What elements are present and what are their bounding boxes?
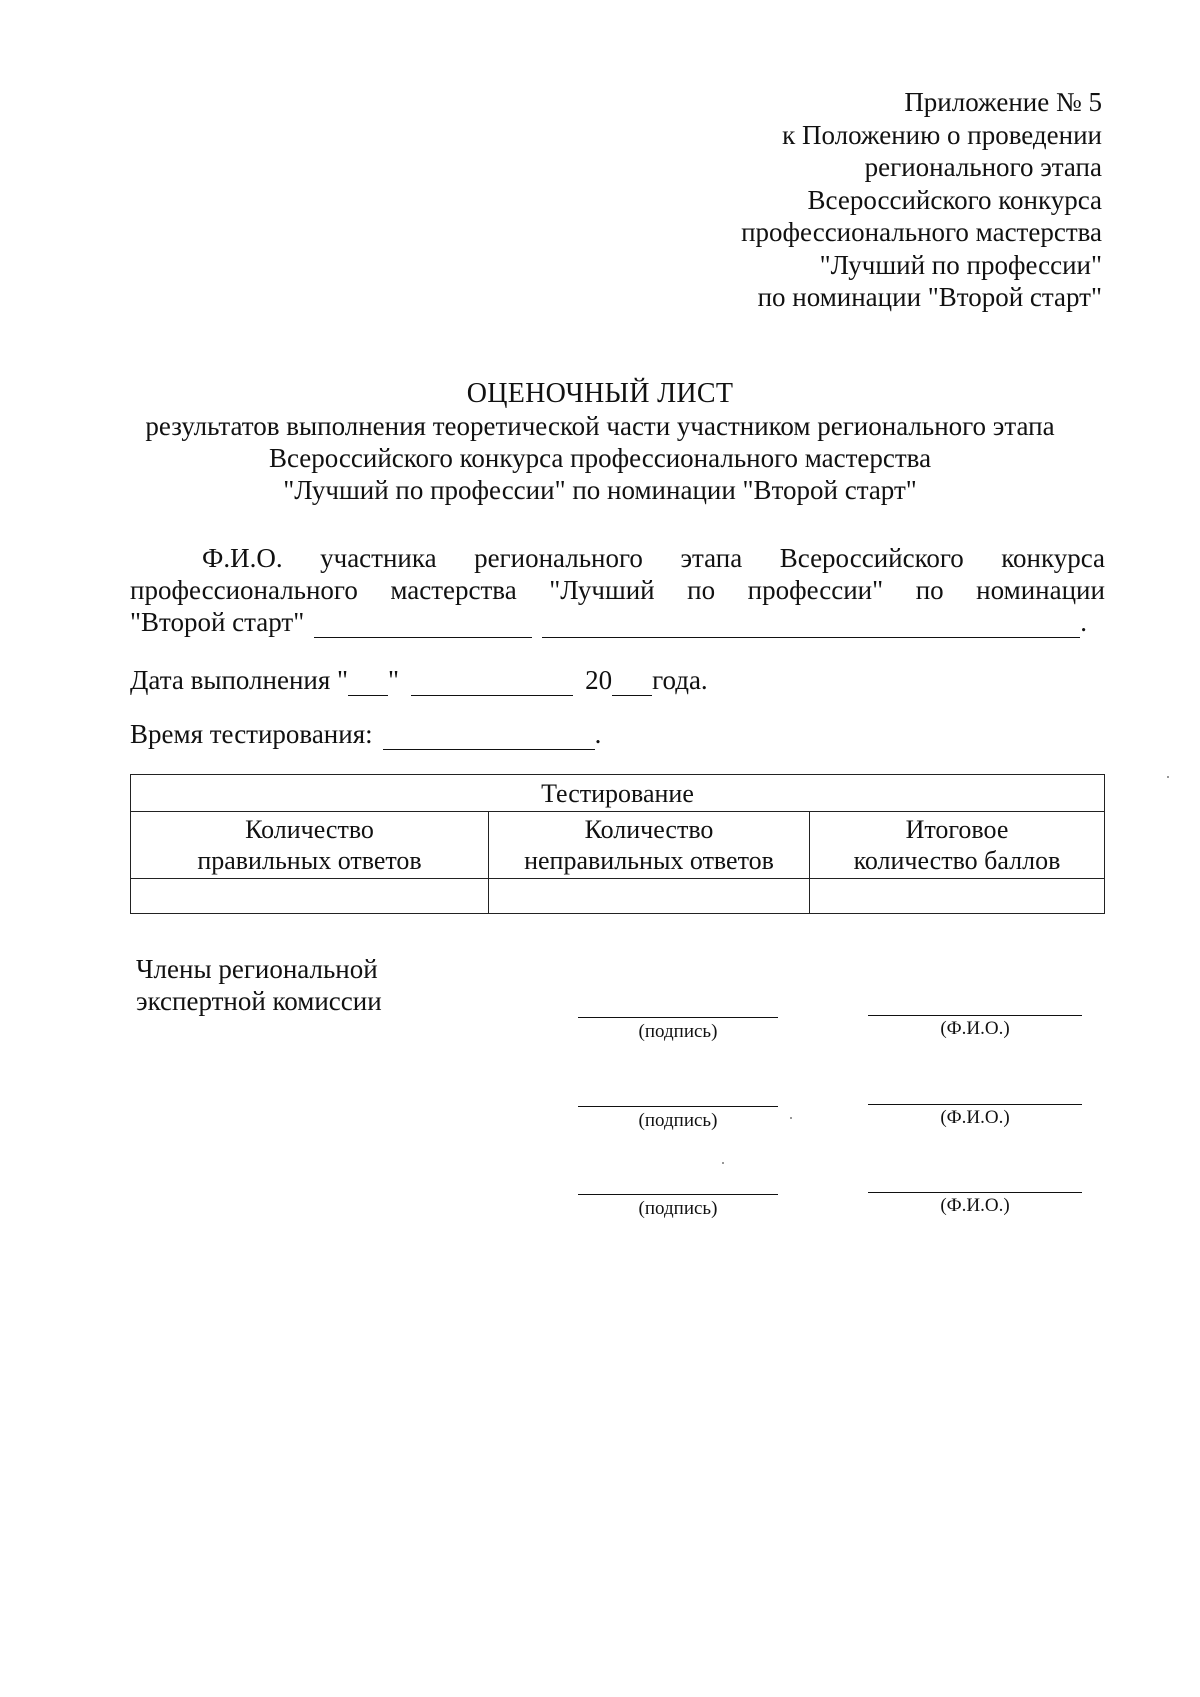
document-title xyxy=(80,378,1120,506)
word: Ф.И.О. xyxy=(202,543,283,573)
cell-incorrect[interactable] xyxy=(489,879,810,914)
participant-line-1 xyxy=(130,542,1105,574)
date-line xyxy=(130,664,708,696)
column-text: правильных ответов xyxy=(197,846,422,875)
signature-line[interactable] xyxy=(578,1106,778,1107)
appendix-line: "Лучший по профессии" xyxy=(819,249,1102,280)
word: участника xyxy=(320,543,437,573)
title-line: результатов выполнения теоретической части участником регионального этапа xyxy=(145,411,1055,441)
nomination-label: "Второй старт" xyxy=(130,607,305,637)
name-line[interactable] xyxy=(868,1104,1082,1105)
appendix-line: профессионального мастерства xyxy=(741,217,1102,247)
signature-caption: (подпись) xyxy=(638,1198,718,1219)
name-line[interactable] xyxy=(868,1015,1082,1016)
word: по xyxy=(687,575,716,605)
table-header-row xyxy=(131,775,1105,812)
word: профессии" xyxy=(747,575,884,605)
word: по xyxy=(915,575,944,605)
column-text: Итоговое xyxy=(905,815,1009,844)
word: этапа xyxy=(680,543,743,573)
word: мастерства xyxy=(390,575,517,605)
title-line: "Лучший по профессии" по номинации "Второй старт" xyxy=(283,475,917,505)
results-table xyxy=(130,774,1105,914)
name-line[interactable] xyxy=(868,1192,1082,1193)
appendix-line: по номинации "Второй старт" xyxy=(757,282,1102,312)
appendix-line: Всероссийского конкурса xyxy=(807,184,1102,215)
table-columns-row xyxy=(131,812,1105,879)
participant-line-3 xyxy=(130,606,1105,638)
name-caption: (Ф.И.О.) xyxy=(940,1195,1010,1216)
column-text: Количество xyxy=(584,815,714,844)
commission-label xyxy=(136,953,382,1017)
participant-line-2 xyxy=(130,574,1105,606)
column-total xyxy=(810,812,1105,879)
commission-line: экспертной комиссии xyxy=(136,986,382,1016)
word: регионального xyxy=(474,543,643,573)
end-mark: . xyxy=(1080,607,1087,637)
word: Всероссийского xyxy=(779,543,964,573)
appendix-line: к Положению о проведении xyxy=(782,119,1102,150)
month-field[interactable] xyxy=(411,671,573,696)
appendix-header xyxy=(741,86,1102,314)
year-prefix: 20 xyxy=(585,665,613,695)
date-label: Дата выполнения " xyxy=(130,665,349,695)
fio-field-long[interactable] xyxy=(542,613,1080,638)
word: профессионального xyxy=(130,575,358,605)
column-text: неправильных ответов xyxy=(524,846,774,875)
scan-speck xyxy=(790,1117,792,1119)
signature-line[interactable] xyxy=(578,1194,778,1195)
word: конкурса xyxy=(1001,543,1105,573)
scan-speck xyxy=(722,1162,724,1164)
year-field[interactable] xyxy=(612,671,652,696)
quote-close: " xyxy=(388,665,400,695)
column-text: Количество xyxy=(245,815,374,844)
word: "Лучший xyxy=(549,575,655,605)
column-text: количество баллов xyxy=(853,846,1061,875)
time-label: Время тестирования: xyxy=(130,719,373,749)
title-line: Всероссийского конкурса профессионального мастерства xyxy=(268,443,932,473)
time-suffix: . xyxy=(594,719,602,749)
signature-caption: (подпись) xyxy=(638,1021,718,1042)
signature-caption: (подпись) xyxy=(638,1110,718,1131)
name-caption: (Ф.И.О.) xyxy=(940,1107,1010,1128)
appendix-line: Приложение № 5 xyxy=(904,87,1102,117)
name-caption: (Ф.И.О.) xyxy=(940,1018,1010,1039)
time-field[interactable] xyxy=(383,725,595,750)
time-line xyxy=(130,718,601,750)
title-main: ОЦЕНОЧНЫЙ ЛИСТ xyxy=(466,378,734,409)
column-incorrect xyxy=(489,812,810,879)
participant-paragraph xyxy=(130,542,1105,638)
cell-correct[interactable] xyxy=(131,879,489,914)
appendix-line: регионального этапа xyxy=(864,152,1102,182)
table-row xyxy=(131,879,1105,914)
column-correct xyxy=(131,812,489,879)
year-suffix: года. xyxy=(652,665,708,695)
word: номинации xyxy=(976,575,1105,605)
signature-line[interactable] xyxy=(578,1017,778,1018)
commission-line: Члены региональной xyxy=(136,954,378,984)
scan-speck xyxy=(1167,776,1169,778)
fio-field-short[interactable] xyxy=(314,613,532,638)
day-field[interactable] xyxy=(348,671,388,696)
table-header: Тестирование xyxy=(131,775,1105,812)
cell-total[interactable] xyxy=(810,879,1105,914)
